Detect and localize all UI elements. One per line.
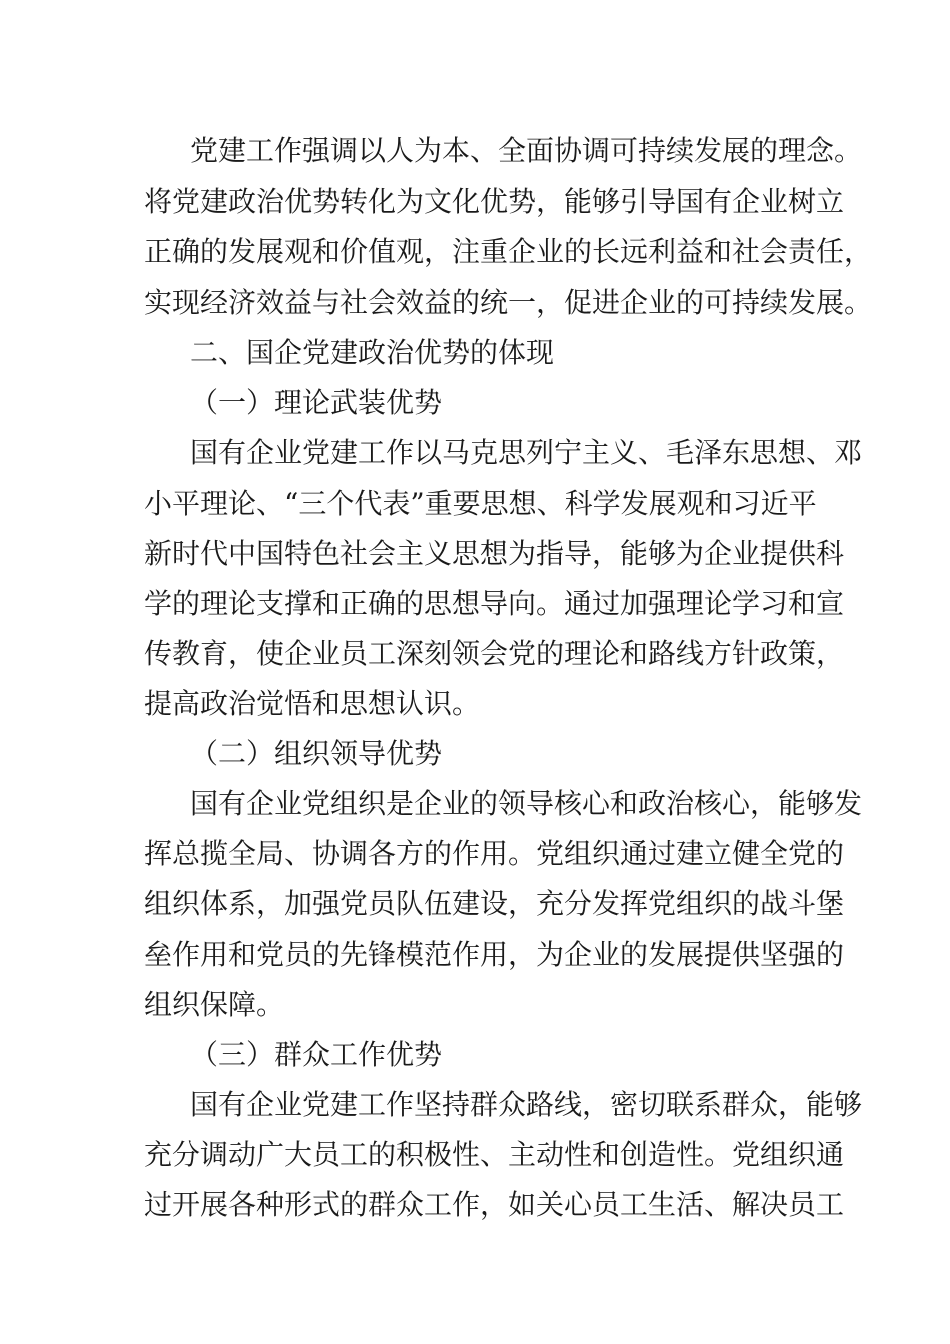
paragraph-line: 组织保障。 (144, 988, 285, 1021)
paragraph-line: 组织体系，加强党员队伍建设，充分发挥党组织的战斗堡 (144, 887, 845, 920)
subsection-heading: （一）理论武装优势 (190, 386, 443, 419)
paragraph-line: 国有企业党建工作以马克思列宁主义、毛泽东思想、邓 (190, 436, 863, 469)
paragraph-line: 党建工作强调以人为本、全面协调可持续发展的理念。 (190, 134, 863, 167)
subsection-heading: （二）组织领导优势 (190, 737, 443, 770)
paragraph-line: 小平理论、“三个代表”重要思想、科学发展观和习近平 (144, 487, 817, 520)
paragraph-line: 垒作用和党员的先锋模范作用，为企业的发展提供坚强的 (144, 938, 845, 971)
paragraph-line: 充分调动广大员工的积极性、主动性和创造性。党组织通 (144, 1138, 845, 1171)
paragraph-line: 国有企业党组织是企业的领导核心和政治核心，能够发 (190, 787, 863, 820)
subsection-heading: （三）群众工作优势 (190, 1038, 443, 1071)
paragraph-line: 实现经济效益与社会效益的统一，促进企业的可持续发展。 (144, 286, 873, 319)
paragraph-line: 正确的发展观和价值观，注重企业的长远利益和社会责任， (144, 235, 873, 268)
paragraph-line: 提高政治觉悟和思想认识。 (144, 687, 481, 720)
paragraph-line: 将党建政治优势转化为文化优势，能够引导国有企业树立 (144, 185, 845, 218)
paragraph-line: 过开展各种形式的群众工作，如关心员工生活、解决员工 (144, 1188, 845, 1221)
paragraph-line: 挥总揽全局、协调各方的作用。党组织通过建立健全党的 (144, 837, 845, 870)
section-heading: 二、国企党建政治优势的体现 (190, 336, 555, 369)
paragraph-line: 学的理论支撑和正确的思想导向。通过加强理论学习和宣 (144, 587, 845, 620)
paragraph-line: 传教育，使企业员工深刻领会党的理论和路线方针政策， (144, 637, 845, 670)
paragraph-line: 国有企业党建工作坚持群众路线，密切联系群众，能够 (190, 1088, 863, 1121)
paragraph-line: 新时代中国特色社会主义思想为指导，能够为企业提供科 (144, 537, 845, 570)
